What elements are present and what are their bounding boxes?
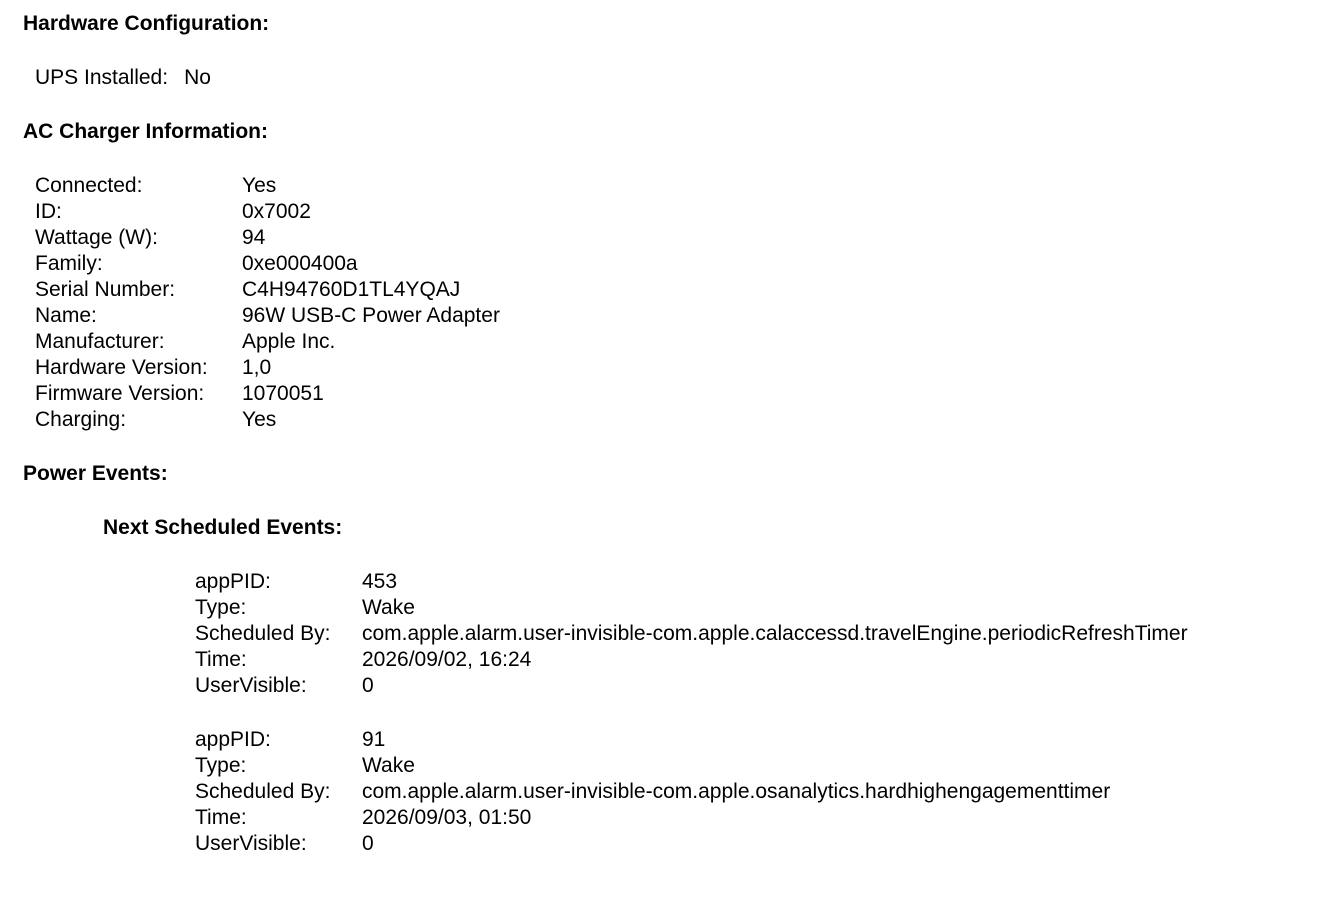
event-row [195, 805, 1110, 831]
ups-installed-value: No [184, 66, 211, 89]
serial-number-label: Serial Number: [35, 278, 176, 301]
ac-charger-row [35, 199, 535, 225]
time-value: 2026/09/02, 16:24 [362, 648, 532, 671]
power-events-heading: Power Events: [23, 462, 168, 485]
ac-charger-row [35, 277, 535, 303]
ac-charger-table [35, 173, 535, 433]
scheduled-by-value: com.apple.alarm.user-invisible-com.apple.osanalytics.hardhighengagementtimer [362, 780, 1111, 803]
user-visible-value: 0 [362, 832, 374, 855]
firmware-version-label: Firmware Version: [35, 382, 205, 405]
hardware-row [35, 65, 211, 91]
manufacturer-label: Manufacturer: [35, 330, 165, 353]
ac-charger-row [35, 355, 535, 381]
event-row [195, 753, 1110, 779]
name-value: 96W USB-C Power Adapter [242, 304, 500, 327]
event-row [195, 779, 1110, 805]
wattage-label: Wattage (W): [35, 226, 158, 249]
scheduled-event-2-table [195, 727, 1110, 857]
id-label: ID: [35, 200, 62, 223]
scheduled-by-label: Scheduled By: [195, 622, 331, 645]
time-label: Time: [195, 806, 247, 829]
wattage-value: 94 [242, 226, 266, 249]
event-row [195, 727, 1110, 753]
type-value: Wake [362, 754, 415, 777]
serial-number-value: C4H94760D1TL4YQAJ [242, 278, 461, 301]
time-value: 2026/09/03, 01:50 [362, 806, 532, 829]
event-row [195, 621, 1188, 647]
hardware-configuration-table [35, 65, 211, 91]
charging-value: Yes [242, 408, 277, 431]
ac-charger-row [35, 251, 535, 277]
type-label: Type: [195, 596, 247, 619]
user-visible-label: UserVisible: [195, 674, 307, 697]
name-label: Name: [35, 304, 97, 327]
type-value: Wake [362, 596, 415, 619]
connected-label: Connected: [35, 174, 143, 197]
user-visible-value: 0 [362, 674, 374, 697]
manufacturer-value: Apple Inc. [242, 330, 336, 353]
ac-charger-row [35, 381, 535, 407]
id-value: 0x7002 [242, 200, 311, 223]
firmware-version-value: 1070051 [242, 382, 324, 405]
hardware-version-label: Hardware Version: [35, 356, 208, 379]
charging-label: Charging: [35, 408, 127, 431]
ac-charger-row [35, 225, 535, 251]
app-pid-label: appPID: [195, 728, 271, 751]
type-label: Type: [195, 754, 247, 777]
ac-charger-row [35, 329, 535, 355]
scheduled-event-1-table [195, 569, 1188, 699]
hardware-version-value: 1,0 [242, 356, 272, 379]
app-pid-value: 91 [362, 728, 386, 751]
event-row [195, 569, 1188, 595]
ac-charger-row [35, 303, 535, 329]
time-label: Time: [195, 648, 247, 671]
family-value: 0xe000400a [242, 252, 358, 275]
scheduled-by-label: Scheduled By: [195, 780, 331, 803]
app-pid-value: 453 [362, 570, 398, 593]
connected-value: Yes [242, 174, 277, 197]
ac-charger-row [35, 173, 535, 199]
event-row [195, 831, 1110, 857]
user-visible-label: UserVisible: [195, 832, 307, 855]
scheduled-by-value: com.apple.alarm.user-invisible-com.apple.calaccessd.travelEngine.periodicRefreshTimer [362, 622, 1188, 645]
ups-installed-label: UPS Installed: [35, 66, 169, 89]
event-row [195, 595, 1188, 621]
hardware-configuration-heading: Hardware Configuration: [23, 12, 270, 35]
event-row [195, 673, 1188, 699]
app-pid-label: appPID: [195, 570, 271, 593]
next-scheduled-events-heading: Next Scheduled Events: [103, 516, 343, 539]
family-label: Family: [35, 252, 103, 275]
event-row [195, 647, 1188, 673]
ac-charger-heading: AC Charger Information: [23, 120, 269, 143]
ac-charger-row [35, 407, 535, 433]
